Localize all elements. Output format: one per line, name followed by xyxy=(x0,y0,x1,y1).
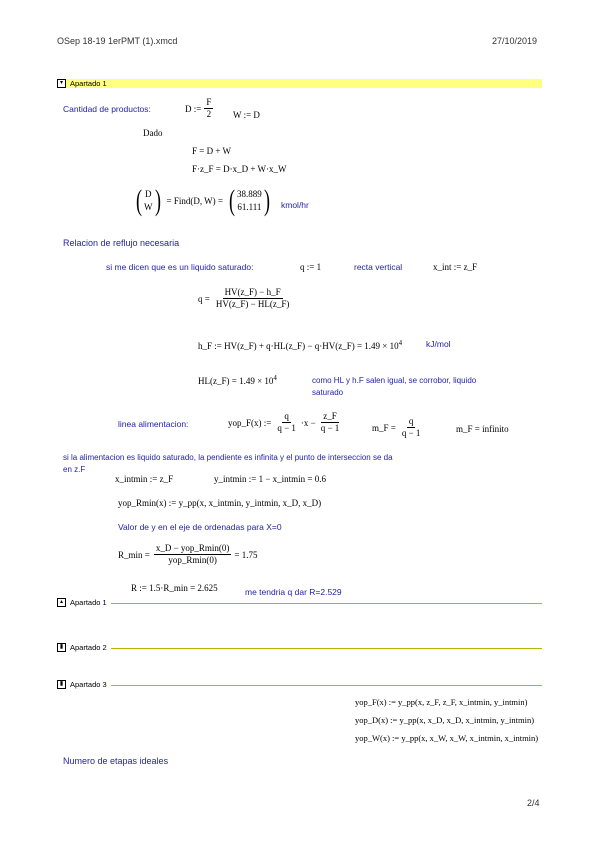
xint-definition: x_int := z_F xyxy=(433,262,478,272)
alimentacion-note-2: en z.F xyxy=(63,465,86,474)
rmin-formula: R_min = $\frac{\text{x\_D − yop\_Rmin(0)}}{\text{yop\_Rmin(0)}}$ = 1.75 xyxy=(118,543,258,565)
comparison-note-2: saturado xyxy=(312,388,344,397)
d-definition: D := $\frac{F}{2}$ xyxy=(185,97,212,119)
q-definition: q := 1 xyxy=(300,262,322,272)
section-divider xyxy=(111,603,542,604)
etapas-heading: Numero de etapas ideales xyxy=(63,756,169,766)
expand-icon[interactable]: ▴ xyxy=(57,598,66,607)
w-definition: W := D xyxy=(233,110,260,120)
component-balance-eq: F·z_F = D·x_D + W·x_W xyxy=(192,164,287,174)
dado-label: Dado xyxy=(143,128,163,138)
page-number: 2/4 xyxy=(527,798,540,808)
collapse-icon[interactable]: ▾ xyxy=(57,79,66,88)
yop-f-definition: yop_F(x) := $\frac{q}{q - 1}$ ·x − $\frac{z\_F}{q - 1}$ xyxy=(228,411,340,433)
yintmin-definition: y_intmin := 1 − x_intmin = 0.6 xyxy=(214,474,326,484)
collapsed-region-icon[interactable]: ▮ xyxy=(57,680,66,689)
yop-f-line-def: yop_F(x) := y_pp(x, z_F, z_F, x_intmin, y_intmin) xyxy=(355,697,528,707)
mass-balance-eq: F = D + W xyxy=(192,146,231,156)
yop-d-line-def: yop_D(x) := y_pp(x, x_D, x_D, x_intmin, y_intmin) xyxy=(355,715,535,725)
expected-r-note: me tendria q dar R=2.529 xyxy=(245,587,342,597)
section-header-apartado-1[interactable] xyxy=(57,79,542,88)
kj-unit: kJ/mol xyxy=(426,339,451,349)
hl-value: HL(z_F) = $1.49 \times 10^4$ xyxy=(198,374,277,386)
yop-w-line-def: yop_W(x) := y_pp(x, x_W, x_W, x_intmin, x_intmin) xyxy=(355,733,539,743)
recta-vertical-label: recta vertical xyxy=(354,262,403,272)
section-label: Apartado 1 xyxy=(70,79,107,88)
comparison-note-1: como HL y h.F salen igual, se corrobor, liquido xyxy=(312,376,477,385)
file-name: OSep 18-19 1erPMT (1).xmcd xyxy=(57,36,178,46)
section-footer-apartado-1[interactable] xyxy=(57,598,542,607)
section-label: Apartado 1 xyxy=(70,598,107,607)
section-divider xyxy=(111,648,542,649)
linea-alimentacion-label: linea alimentacion: xyxy=(118,419,189,429)
find-result: ( D W ) = Find(D, W) = ( 38.889 61.111 ) xyxy=(136,184,270,217)
mf-formula: m_F = $\frac{q}{q - 1}$ xyxy=(372,416,421,438)
section-label: Apartado 2 xyxy=(70,643,107,652)
r-definition: R := 1.5·R_min = 2.625 xyxy=(131,583,218,593)
yop-rmin-definition: yop_Rmin(x) := y_pp(x, x_intmin, y_intmin, x_D, x_D) xyxy=(118,498,322,508)
valor-y-label: Valor de y en el eje de ordenadas para X=0 xyxy=(118,522,282,532)
alimentacion-note-1: si la alimentacion es liquido saturado, la pendiente es infinita y el punto de interseccion se da xyxy=(63,453,393,462)
cantidad-label: Cantidad de productos: xyxy=(63,104,151,114)
section-label: Apartado 3 xyxy=(70,680,107,689)
mf-infinito: m_F = infinito xyxy=(456,424,509,434)
print-date: 27/10/2019 xyxy=(492,36,538,46)
section-header-apartado-3[interactable] xyxy=(57,680,542,689)
section-header-apartado-2[interactable] xyxy=(57,643,542,652)
hf-definition: h_F := HV(z_F) + q·HL(z_F) − q·HV(z_F) = $1.49 \times 10^4$ xyxy=(198,339,403,351)
xintmin-definition: x_intmin := z_F xyxy=(115,474,174,484)
liquido-saturado-label: si me dicen que es un liquido saturado: xyxy=(106,262,254,272)
q-formula: q = $\frac{HV(z\_F) - h\_F}{HV(z\_F) - HL(z\_F)}$ xyxy=(198,287,290,309)
kmol-unit: kmol/hr xyxy=(281,200,309,210)
section-divider xyxy=(111,685,542,686)
collapsed-region-icon[interactable]: ▮ xyxy=(57,643,66,652)
reflujo-heading: Relacion de reflujo necesaria xyxy=(63,238,180,248)
